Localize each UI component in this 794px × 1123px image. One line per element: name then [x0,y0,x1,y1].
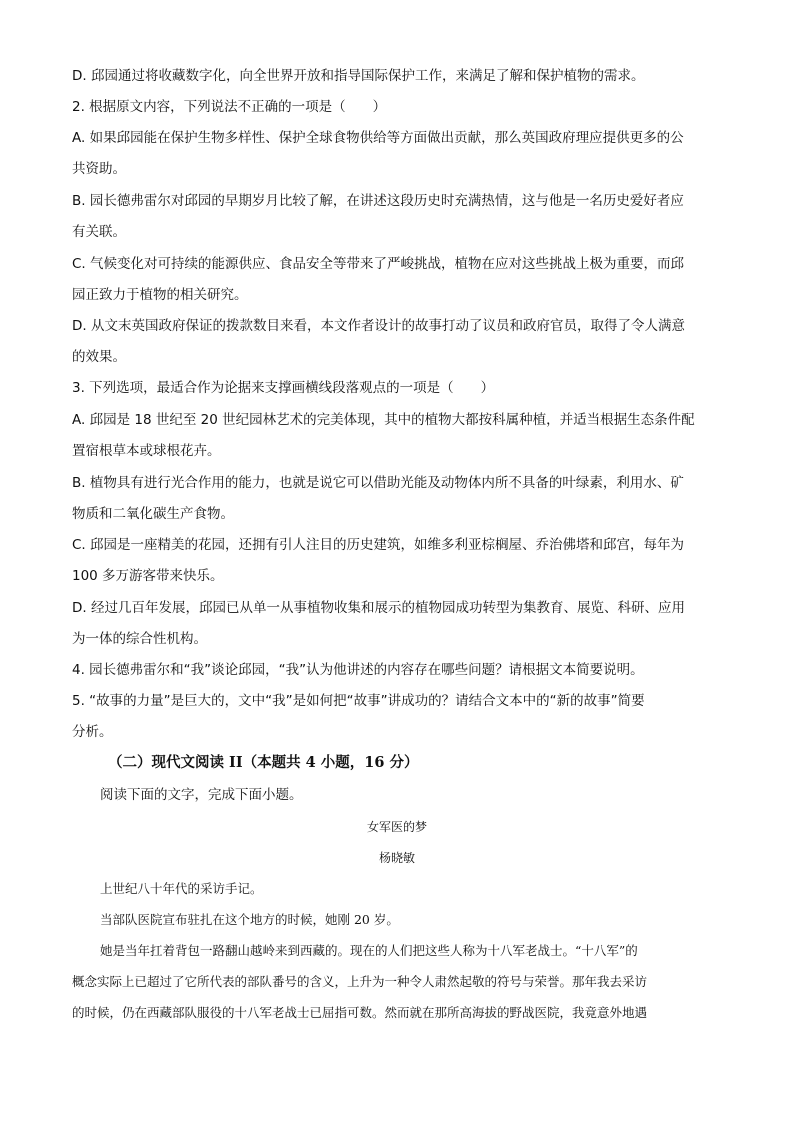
q3-option-b-line2: 物质和二氧化碳生产食物。 [72,506,234,522]
q3-option-c-line2: 100 多万游客带来快乐。 [72,568,224,584]
story-paragraph-1: 上世纪八十年代的采访手记。 [100,881,263,896]
q3-option-b-line1: B. 植物具有进行光合作用的能力，也就是说它可以借助光能及动物体内所不具备的叶绿素，利用水、矿 [72,475,684,491]
q2-option-b-line2: 有关联。 [72,224,126,240]
q2-option-d-line2: 的效果。 [72,349,126,365]
option-d-q1: D. 邱园通过将收藏数字化，向全世界开放和指导国际保护工作，来满足了解和保护植物的需求。 [72,68,645,84]
section-heading: （二）现代文阅读 II（本题共 4 小题，16 分） [108,754,419,771]
reading-instruction: 阅读下面的文字，完成下面小题。 [100,787,303,803]
story-paragraph-3-line1: 她是当年扛着背包一路翻山越岭来到西藏的。现在的人们把这些人称为十八军老战士。“十八军”的 [100,943,638,958]
q3-option-d-line2: 为一体的综合性机构。 [72,631,207,647]
question-5-line1: 5. “故事的力量”是巨大的，文中“我”是如何把“故事”讲成功的？请结合文本中的“新的故事”简要 [72,693,645,709]
q3-option-a-line2: 置宿根草本或球根花卉。 [72,443,221,459]
q2-option-d-line1: D. 从文末英国政府保证的拨款数目来看，本文作者设计的故事打动了议员和政府官员，取得了令人满意 [72,318,685,334]
story-title: 女军医的梦 [366,820,427,834]
q2-option-b-line1: B. 园长德弗雷尔对邱园的早期岁月比较了解，在讲述这段历史时充满热情，这与他是一名历史爱好者应 [72,193,684,209]
q2-option-a-line2: 共资助。 [72,161,126,177]
question-5-line2: 分析。 [72,724,113,740]
story-paragraph-3-line3: 的时候，仍在西藏部队服役的十八军老战士已屈指可数。然而就在那所高海拔的野战医院，我竟意外地遇 [72,1005,648,1020]
q2-option-a-line1: A. 如果邱园能在保护生物多样性、保护全球食物供给等方面做出贡献，那么英国政府理应提供更多的公 [72,130,684,146]
q3-option-d-line1: D. 经过几百年发展，邱园已从单一从事植物收集和展示的植物园成功转型为集教育、展览、科研、应用 [72,600,685,616]
q2-option-c-line2: 园正致力于植物的相关研究。 [72,287,248,303]
story-author: 杨晓敏 [378,851,415,865]
story-paragraph-2: 当部队医院宣布驻扎在这个地方的时候，她刚 20 岁。 [100,912,399,927]
q2-option-c-line1: C. 气候变化对可持续的能源供应、食品安全等带来了严峻挑战，植物在应对这些挑战上极为重要，而邱 [72,256,685,272]
question-3: 3. 下列选项，最适合作为论据来支撑画横线段落观点的一项是（ ） [72,380,495,396]
q3-option-c-line1: C. 邱园是一座精美的花园，还拥有引人注目的历史建筑，如维多利亚棕榈屋、乔治佛塔和邱宫，每年为 [72,537,685,553]
question-2: 2. 根据原文内容，下列说法不正确的一项是（ ） [72,99,387,115]
q3-option-a-line1: A. 邱园是 18 世纪至 20 世纪园林艺术的完美体现，其中的植物大都按科属种植，并适当根据生态条件配 [72,412,695,428]
story-paragraph-3-line2: 概念实际上已超过了它所代表的部队番号的含义，上升为一种令人肃然起敬的符号与荣誉。那年我去采访 [72,974,648,989]
question-4: 4. 园长德弗雷尔和“我”谈论邱园，“我”认为他讲述的内容存在哪些问题？请根据文本简要说明。 [72,662,644,678]
